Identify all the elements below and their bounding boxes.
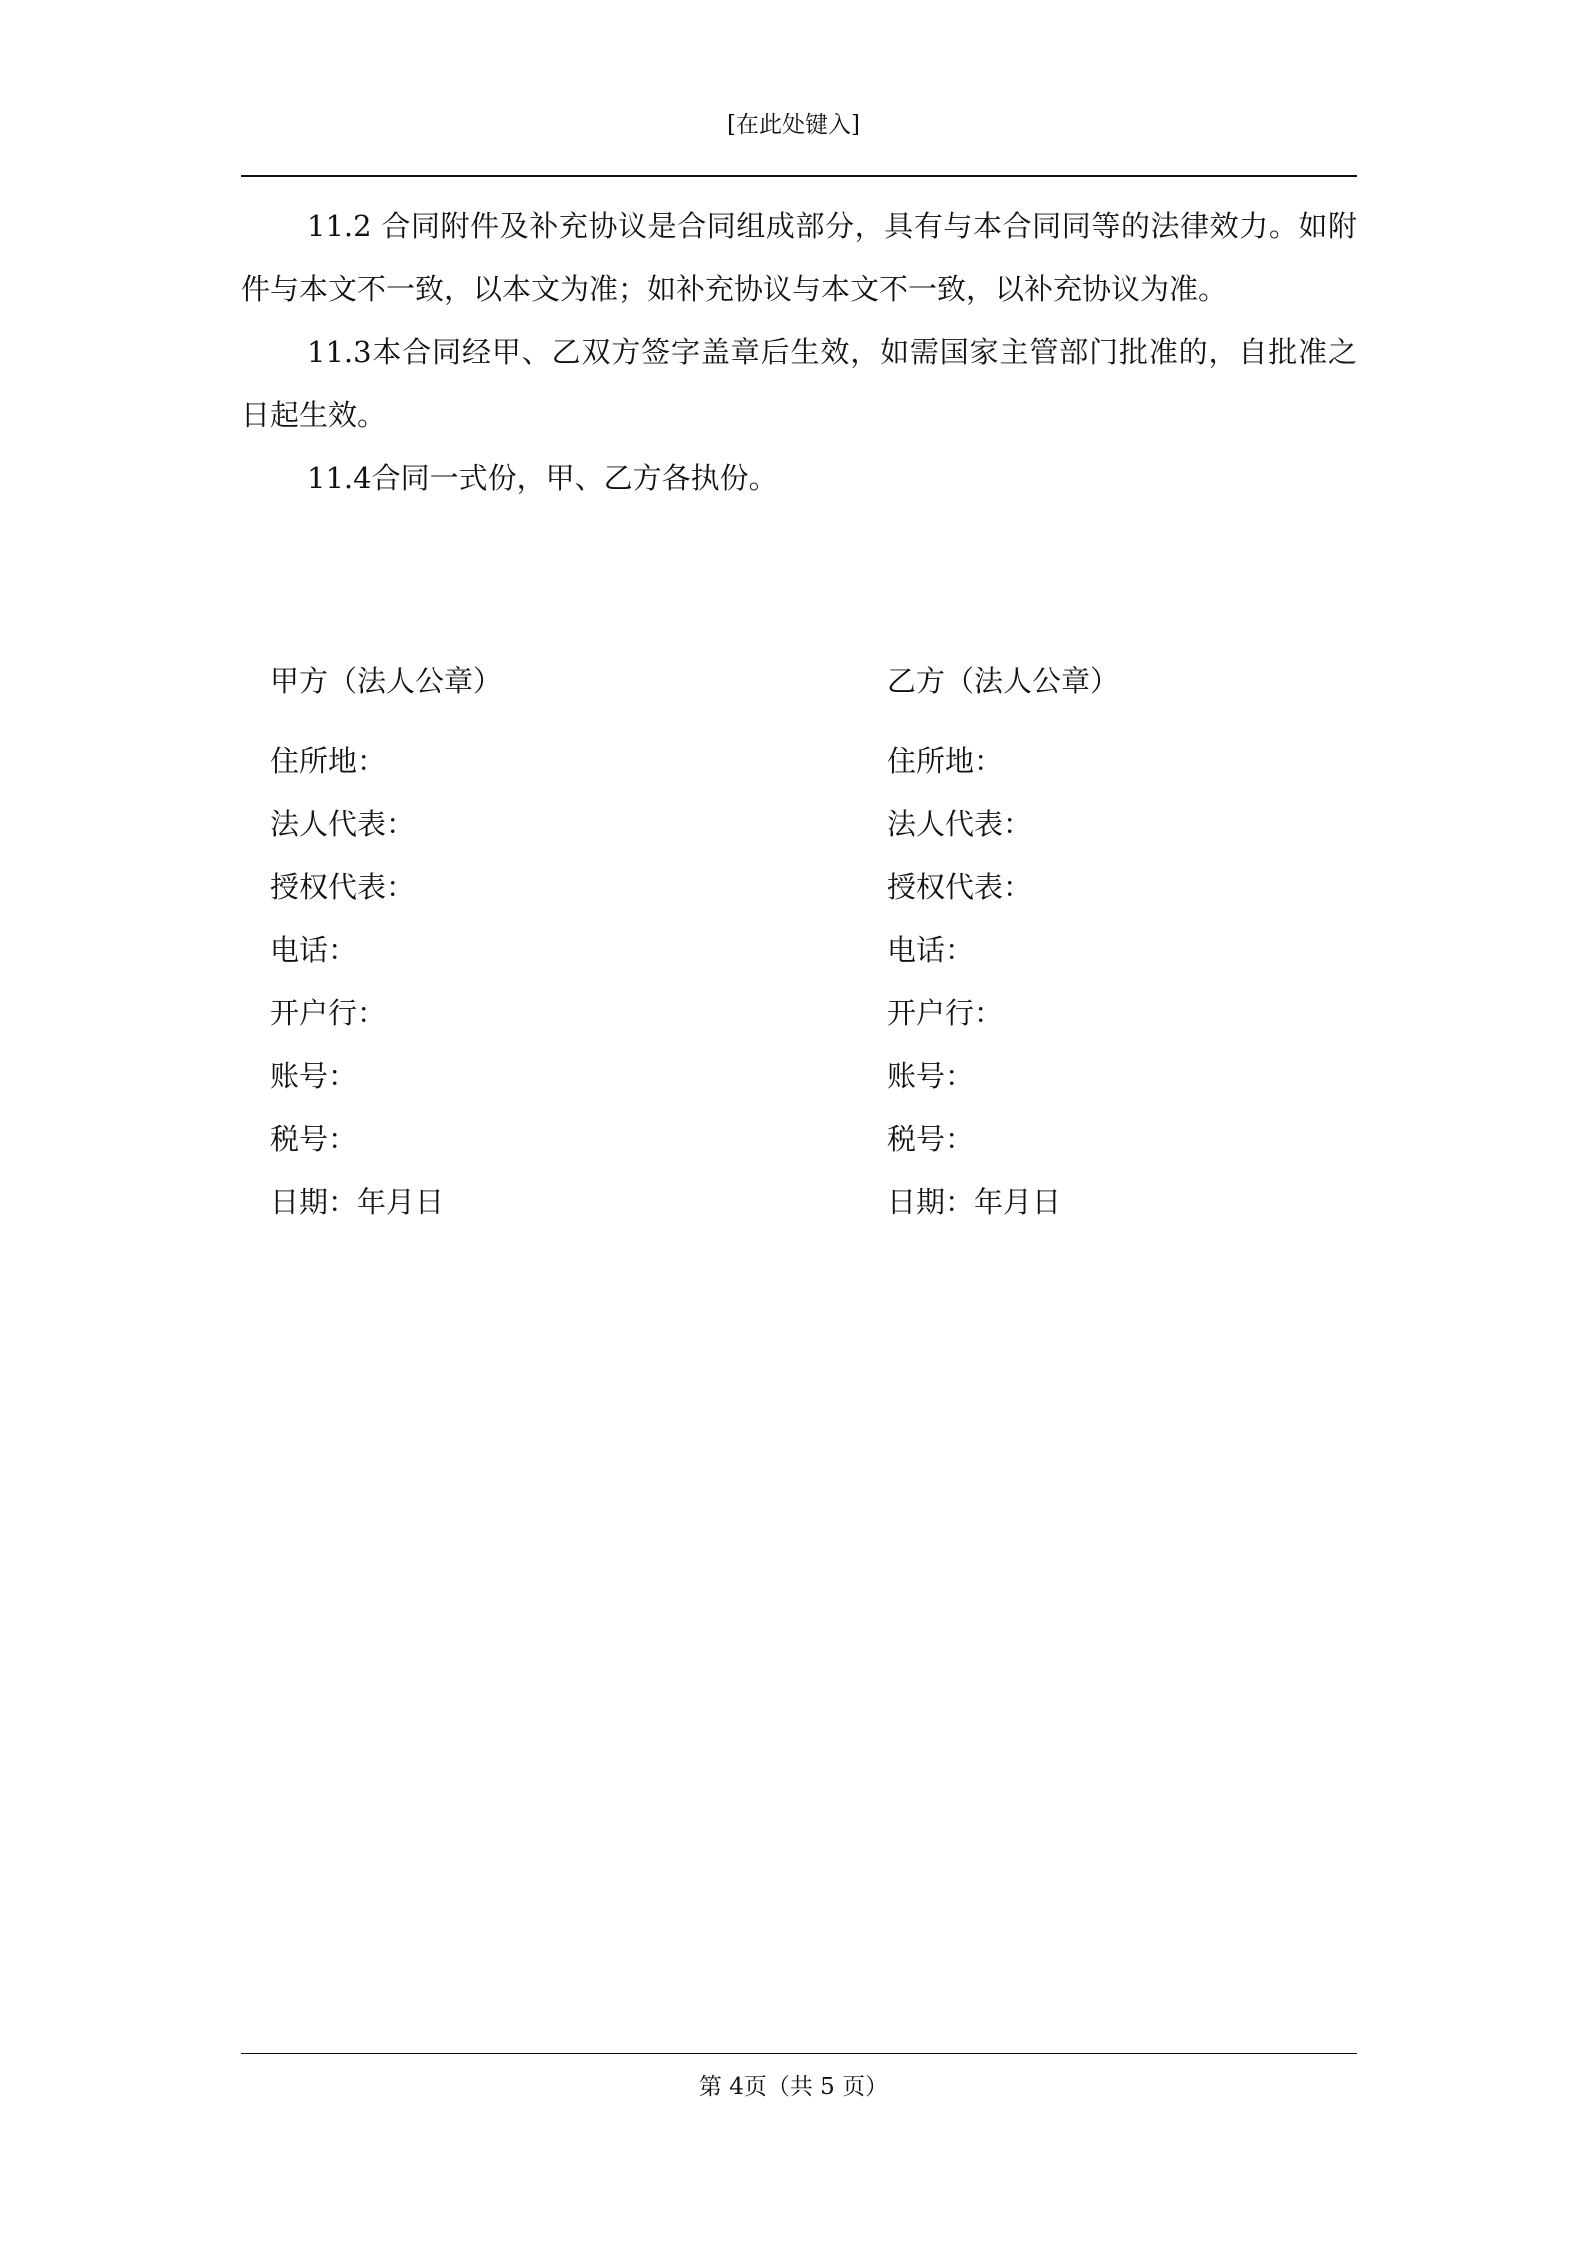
party-b-account: 账号：: [887, 1059, 975, 1093]
party-b-phone: 电话：: [887, 933, 975, 967]
party-a-legal-rep: 法人代表：: [270, 807, 416, 841]
party-a-title: 甲方（法人公章）: [270, 664, 503, 698]
party-a-address: 住所地：: [270, 744, 387, 778]
party-a-tax-id: 税号：: [270, 1122, 358, 1156]
header-divider: [241, 175, 1357, 177]
clause-11-4: 11.4合同一式份，甲、乙方各执份。: [307, 461, 778, 495]
header-placeholder[interactable]: [在此处键入]: [727, 112, 860, 138]
party-a-signature: [270, 650, 770, 1234]
party-b-tax-id: 税号：: [887, 1122, 975, 1156]
page-number: 第 4页（共 5 页）: [698, 2074, 889, 2100]
party-a-date: 日期：年月日: [270, 1185, 445, 1219]
party-a-phone: 电话：: [270, 933, 358, 967]
party-b-title: 乙方（法人公章）: [887, 664, 1120, 698]
party-b-bank: 开户行：: [887, 996, 1004, 1030]
party-b-legal-rep: 法人代表：: [887, 807, 1033, 841]
party-a-account: 账号：: [270, 1059, 358, 1093]
party-a-authorized-rep: 授权代表：: [270, 870, 416, 904]
party-b-signature: [887, 650, 1387, 1234]
party-b-address: 住所地：: [887, 744, 1004, 778]
clause-11-3: 11.3本合同经甲、乙双方签字盖章后生效，如需国家主管部门批准的，自批准之日起生效。: [241, 335, 1357, 432]
clause-11-2: 11.2 合同附件及补充协议是合同组成部分，具有与本合同同等的法律效力。如附件与本文不一致，以本文为准；如补充协议与本文不一致，以补充协议为准。: [241, 209, 1357, 306]
party-b-authorized-rep: 授权代表：: [887, 870, 1033, 904]
contract-body: [241, 195, 1357, 510]
footer-divider: [241, 2053, 1357, 2054]
party-b-date: 日期：年月日: [887, 1185, 1062, 1219]
party-a-bank: 开户行：: [270, 996, 387, 1030]
